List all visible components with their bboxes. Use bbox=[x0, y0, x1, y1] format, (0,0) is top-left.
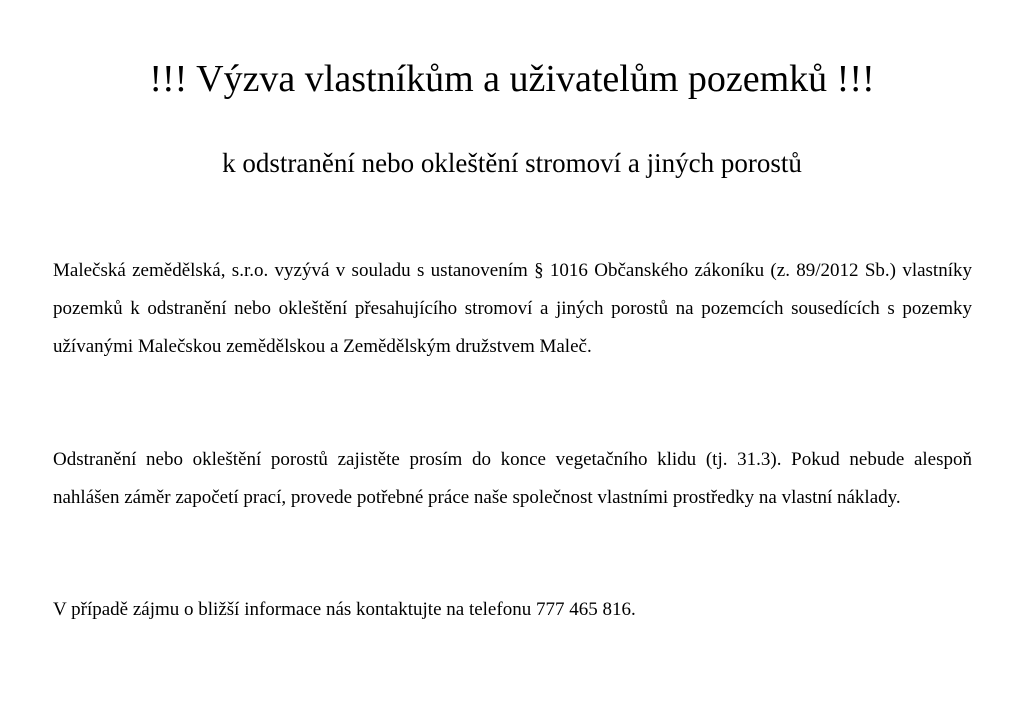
paragraph-request: Malečská zemědělská, s.r.o. vyzývá v souladu s ustanovením § 1016 Občanského zákoníku (z. 89/2012 Sb.) vlastníky pozemků k odstranění nebo okleštění přesahujícího stromoví a jiných porostů na pozemcích sousedících s pozemky užívanými Malečskou zemědělskou a Zemědělským družstvem Maleč. bbox=[53, 260, 972, 357]
document-subtitle: k odstranění nebo okleštění stromoví a jiných porostů bbox=[222, 148, 802, 178]
paragraph-contact: V případě zájmu o bližší informace nás kontaktujte na telefonu 777 465 816. bbox=[53, 599, 636, 620]
paragraph-deadline: Odstranění nebo okleštění porostů zajistěte prosím do konce vegetačního klidu (tj. 31.3). Pokud nebude alespoň nahlášen záměr započetí prací, provede potřebné práce naše společnost vlastními prostředky na vlastní náklady. bbox=[53, 449, 972, 508]
document-title: !!! Výzva vlastníkům a uživatelům pozemků !!! bbox=[149, 58, 875, 100]
